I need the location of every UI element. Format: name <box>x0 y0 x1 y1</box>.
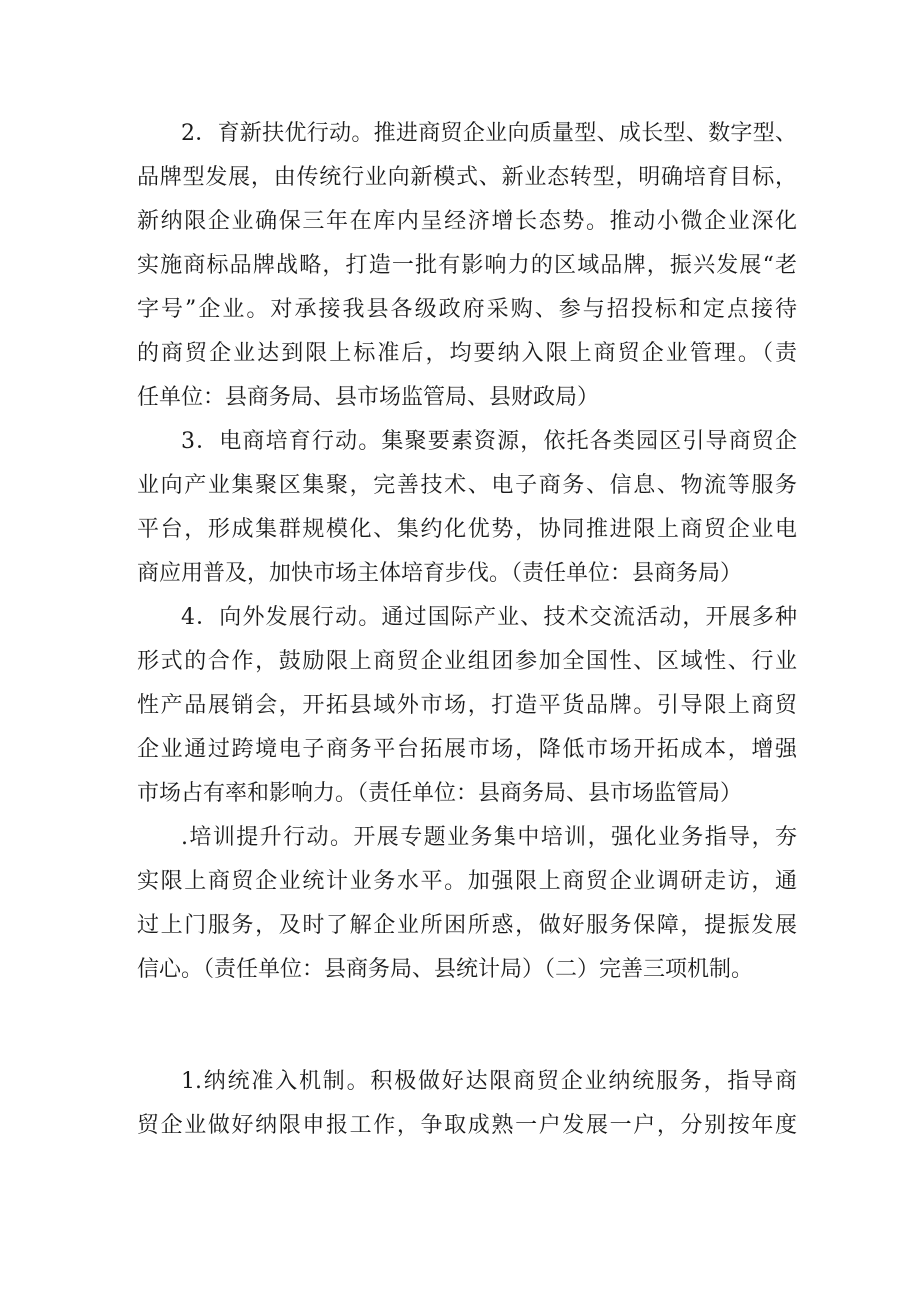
paragraph-line: 实限上商贸企业统计业务水平。加强限上商贸企业调研走访，通 <box>137 869 797 894</box>
paragraph-line: 3．电商培育行动。集聚要素资源，依托各类园区引导商贸企 <box>181 429 797 454</box>
paragraph-line: 任单位：县商务局、县市场监管局、县财政局） <box>137 385 600 410</box>
paragraph-line: 字号”企业。对承接我县各级政府采购、参与招投标和定点接待 <box>137 297 797 322</box>
paragraph-line: 企业通过跨境电子商务平台拓展市场，降低市场开拓成本，增强 <box>137 737 797 762</box>
paragraph-line: 市场占有率和影响力。（责任单位：县商务局、县市场监管局） <box>137 781 743 806</box>
paragraph-line: 的商贸企业达到限上标准后，均要纳入限上商贸企业管理。（责 <box>137 341 797 366</box>
paragraph-line: 平台，形成集群规模化、集约化优势，协同推进限上商贸企业电 <box>137 517 797 542</box>
paragraph-line: 信心。（责任单位：县商务局、县统计局）（二）完善三项机制。 <box>137 957 754 982</box>
paragraph-line: 性产品展销会，开拓县域外市场，打造平货品牌。引导限上商贸 <box>137 693 797 718</box>
paragraph-line: 品牌型发展，由传统行业向新模式、新业态转型，明确培育目标， <box>137 165 797 190</box>
paragraph-line: 2．育新扶优行动。推进商贸企业向质量型、成长型、数字型、 <box>181 121 797 146</box>
paragraph-line: 商应用普及，加快市场主体培育步伐。（责任单位：县商务局） <box>137 561 743 586</box>
paragraph-line: 过上门服务，及时了解企业所困所惑，做好服务保障，提振发展 <box>137 913 797 938</box>
paragraph-line: 实施商标品牌战略，打造一批有影响力的区域品牌，振兴发展“老 <box>137 253 797 278</box>
paragraph-line: 业向产业集聚区集聚，完善技术、电子商务、信息、物流等服务 <box>137 473 797 498</box>
paragraph-line: .培训提升行动。开展专题业务集中培训，强化业务指导，夯 <box>181 825 797 850</box>
paragraph-line: 新纳限企业确保三年在库内呈经济增长态势。推动小微企业深化 <box>137 209 797 234</box>
paragraph-line: 贸企业做好纳限申报工作，争取成熟一户发展一户，分别按年度 <box>137 1113 797 1138</box>
paragraph-line: 1.纳统准入机制。积极做好达限商贸企业纳统服务，指导商 <box>181 1069 797 1094</box>
paragraph-line: 4．向外发展行动。通过国际产业、技术交流活动，开展多种 <box>181 605 797 630</box>
paragraph-line: 形式的合作，鼓励限上商贸企业组团参加全国性、区域性、行业 <box>137 649 797 674</box>
